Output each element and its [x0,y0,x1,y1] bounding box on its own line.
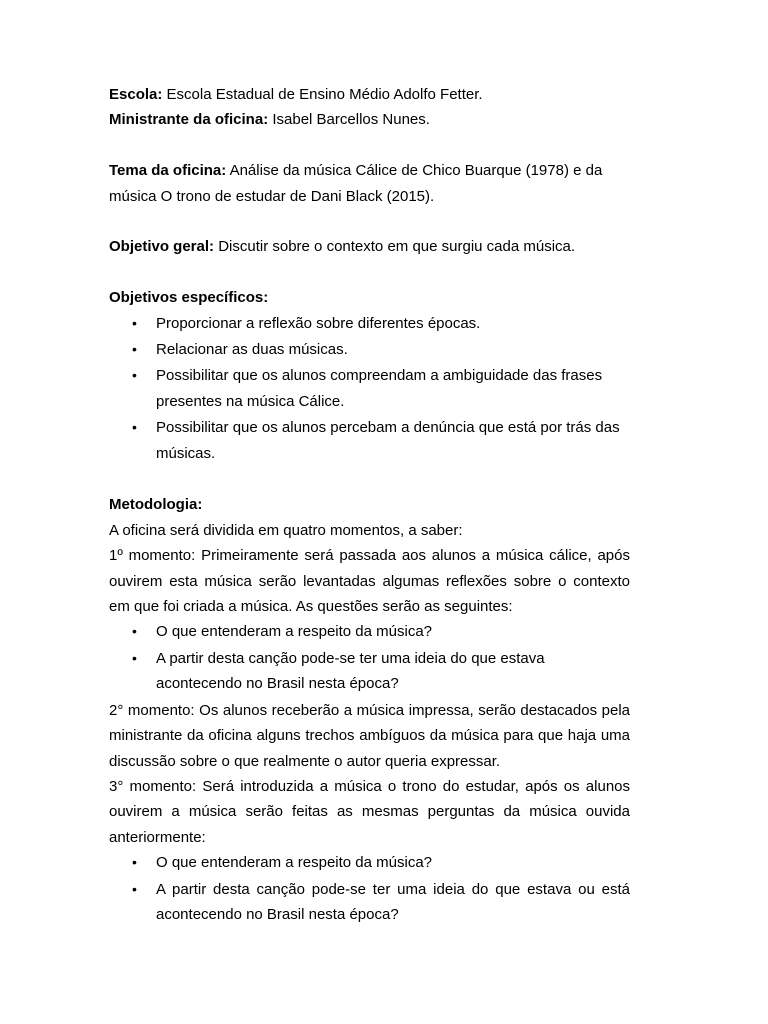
bullet-icon: • [132,649,137,666]
list-item: • A partir desta canção pode-se ter uma ideia do que estava ou está acontecendo no Brasil nesta época? [156,877,630,928]
objetivo-geral-value: Discutir sobre o contexto em que surgiu cada música. [214,238,576,256]
list-item: • Possibilitar que os alunos compreendam a ambiguidade das frases presentes na música Cálice. [156,363,630,414]
objetivo-geral-paragraph [109,234,630,259]
spacer [109,467,630,492]
list-item: • A partir desta canção pode-se ter uma ideia do que estava acontecendo no Brasil nesta época? [156,646,630,697]
escola-line [109,82,630,107]
momento-1-questions [109,619,630,696]
escola-label: Escola: [109,86,163,103]
list-item: • Possibilitar que os alunos percebam a denúncia que está por trás das músicas. [156,415,630,466]
bullet-icon: • [132,419,137,436]
tema-label: Tema da oficina: [109,162,227,180]
bullet-icon: • [132,341,137,358]
bullet-icon: • [132,854,137,871]
list-item: • O que entenderam a respeito da música? [156,619,630,644]
spacer [109,260,630,285]
momento-1-paragraph: 1º momento: Primeiramente será passada aos alunos a música cálice, após ouvirem esta música serão levantadas algumas reflexões sobre o contexto em que foi criada a música. As questões serão as seguintes: [109,547,630,616]
list-item: • Proporcionar a reflexão sobre diferentes épocas. [156,311,630,336]
momento-3-paragraph: 3° momento: Será introduzida a música o trono do estudar, após os alunos ouvirem a música serão feitas as mesmas perguntas da música ouvida anteriormente: [109,777,630,846]
tema-paragraph [109,158,624,209]
ministrante-label: Ministrante da oficina: [109,111,269,129]
objetivos-especificos-heading: Objetivos específicos: [109,289,269,307]
objetivo-geral-label: Objetivo geral: [109,238,215,256]
bullet-icon: • [132,623,137,640]
list-item: • Relacionar as duas músicas. [156,337,630,362]
list-item: • O que entenderam a respeito da música? [156,850,630,875]
bullet-icon: • [132,880,137,897]
metodologia-intro: A oficina será dividida em quatro momentos, a saber: [109,521,463,539]
momento-3-questions [109,850,630,927]
ministrante-line [109,107,630,132]
bullet-icon: • [132,314,137,331]
ministrante-value: Isabel Barcellos Nunes. [268,111,430,129]
tema-value: Análise da música Cálice de Chico Buarque (1978) e da música O trono de estudar de Dani Black (2015). [109,162,603,205]
spacer [109,209,630,234]
bullet-icon: • [132,367,137,384]
escola-value: Escola Estadual de Ensino Médio Adolfo Fetter. [162,86,483,103]
spacer [109,133,630,158]
objetivos-especificos-list [109,311,630,466]
metodologia-heading: Metodologia: [109,496,203,514]
momento-2-paragraph: 2° momento: Os alunos receberão a música impressa, serão destacados pela ministrante da oficina alguns trechos ambíguos da música para que haja uma discussão sobre o que realmente o autor queria expressar. [109,701,630,770]
document-page [109,82,630,928]
